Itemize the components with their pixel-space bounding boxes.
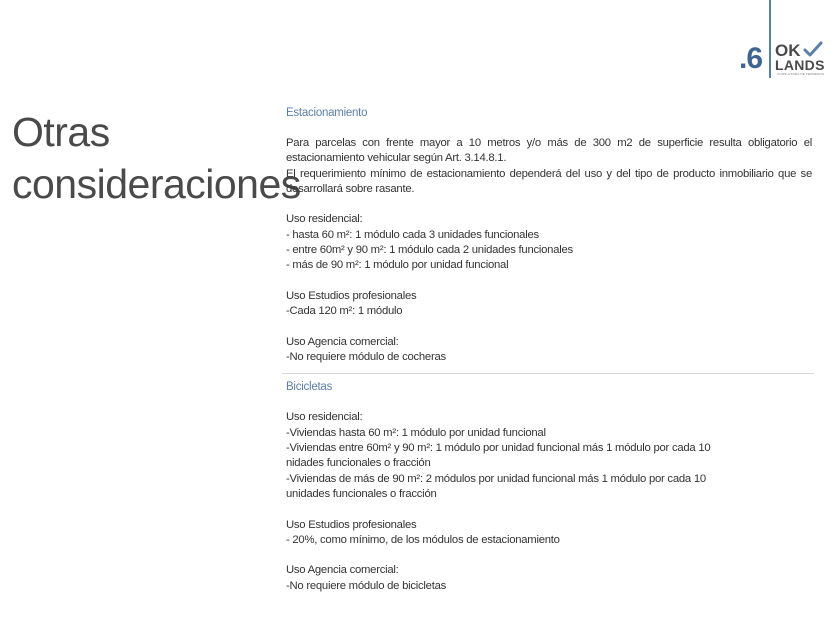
list-item: -Viviendas entre 60m² y 90 m²: 1 módulo por unidad funcional más 1 módulo por cada 10 [286, 442, 711, 455]
list-item: - 20%, como mínimo, de los módulos de estacionamiento [286, 533, 560, 546]
section-divider [282, 373, 814, 374]
list-item: nidades funcionales o fracción [286, 457, 431, 470]
list-item: unidades funcionales o fracción [286, 487, 437, 500]
list-item: -Viviendas de más de 90 m²: 2 módulos por unidad funcional más 1 módulo por cada 10 [286, 472, 706, 485]
page-number: .6 [739, 42, 763, 75]
estacionamiento-residencial-label: Uso residencial: [286, 213, 363, 226]
title-line-1: Otras [12, 109, 110, 155]
list-item: - entre 60m² y 90 m²: 1 módulo cada 2 unidades funcionales [286, 244, 573, 257]
header-divider-line [769, 0, 771, 78]
logo-lands-text: LANDS [775, 57, 825, 73]
list-item: - hasta 60 m²: 1 módulo cada 3 unidades funcionales [286, 228, 539, 241]
estacionamiento-profesionales-label: Uso Estudios profesionales [286, 289, 417, 302]
list-item: -No requiere módulo de bicicletas [286, 579, 447, 592]
list-item: -Viviendas hasta 60 m²: 1 módulo por unidad funcional [286, 426, 546, 439]
page-title [12, 106, 301, 210]
section-heading-bicicletas: Bicicletas [286, 381, 333, 394]
logo-ok-text: OK [775, 41, 801, 60]
bicicletas-comercial-label: Uso Agencia comercial: [286, 564, 399, 577]
content-column [286, 106, 812, 594]
list-item: -Cada 120 m²: 1 módulo [286, 305, 403, 318]
estacionamiento-intro-2: El requerimiento mínimo de estacionamiento dependerá del uso y del tipo de producto inmobiliario que se desarrollará sobre rasante. [286, 167, 812, 195]
estacionamiento-intro-1: Para parcelas con frente mayor a 10 metros y/o más de 300 m2 de superficie resulta obligatorio el estacionamiento vehicular según Art. 3.14.8.1. [286, 137, 812, 165]
ok-lands-logo [775, 43, 835, 77]
list-item: -No requiere módulo de cocheras [286, 351, 446, 364]
bicicletas-residencial-label: Uso residencial: [286, 411, 363, 424]
title-line-2: consideraciones [12, 161, 301, 207]
section-heading-estacionamiento: Estacionamiento [286, 107, 368, 119]
logo-tagline: CONSULTORA DE TERRENOS [777, 72, 825, 76]
list-item: - más de 90 m²: 1 módulo por unidad funcional [286, 259, 509, 272]
bicicletas-profesionales-label: Uso Estudios profesionales [286, 518, 417, 531]
estacionamiento-comercial-label: Uso Agencia comercial: [286, 335, 399, 348]
